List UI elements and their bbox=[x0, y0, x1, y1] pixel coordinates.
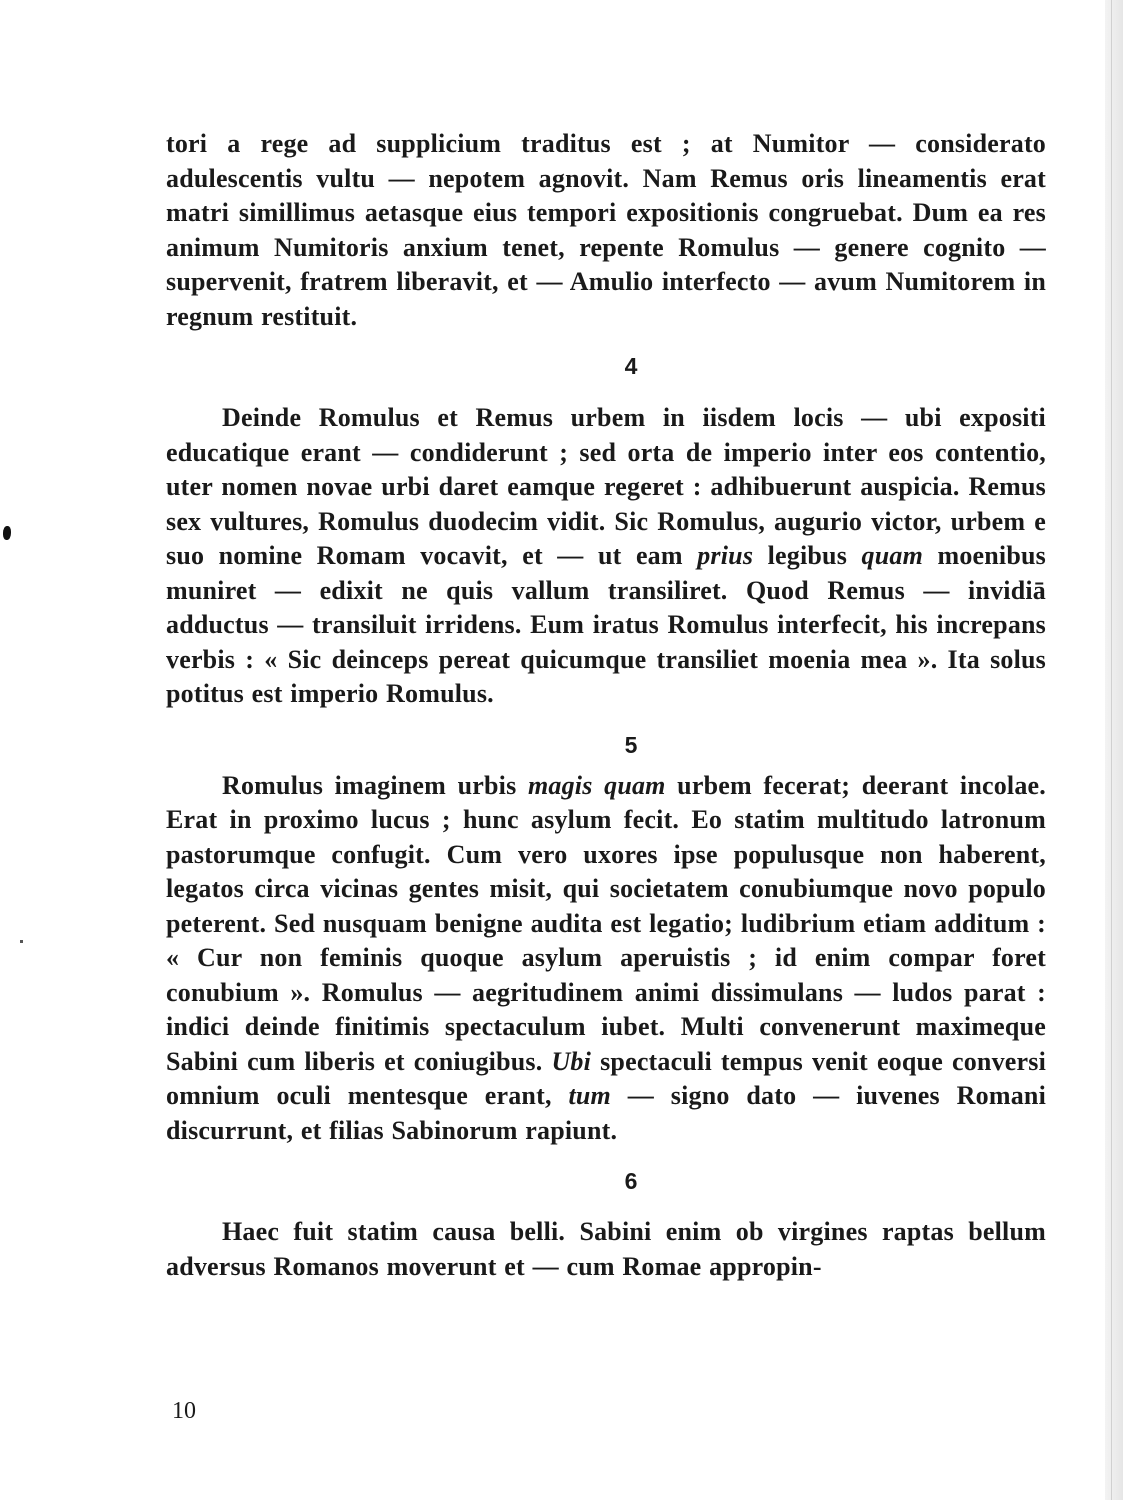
italic-word: quam bbox=[861, 541, 923, 570]
text-run: Romulus imaginem urbis bbox=[222, 770, 528, 800]
paragraph-continuation: tori a rege ad supplicium traditus est ; at Numitor — considerato adulescentis vultu — nepotem agnovit. Nam Remus oris lineamentis erat matri simillimus aetasque eius tempori expositionis congruebat. Dum ea res animum Numitoris anxium tenet, repente Romulus — genere cognito — supervenit, fratrem liberavit, et — Amulio interfecto — avum Numitorem in regnum restituit. bbox=[166, 129, 1046, 331]
main-text bbox=[166, 127, 1046, 1284]
paragraph-section-6: Haec fuit statim causa belli. Sabini enim ob virgines raptas bellum adversus Romanos moverunt et — cum Romae appropin- bbox=[166, 1217, 1046, 1281]
text-run: urbem fecerat; deerant incolae. Erat in proximo lucus ; hunc asylum fecit. Eo statim multitudo latronum pastorumque confugit. Cum vero uxores ipse populusque non haberent, legatos circa vicinas gentes misit, qui societatem conubiumque novo populo peterent. Sed nusquam benigne audita est legatio; ludibrium etiam additum : « Cur non feminis quoque asylum aperuistis ; id enim compar foret conubium ». Romulus — aegritudinem animi dissimulans — ludos parat : indici deinde finitimis spectaculum iubet. Multi convenerunt maximeque Sabini cum liberis et coniugibus. bbox=[166, 770, 1046, 1076]
page-number: 10 bbox=[172, 1398, 196, 1424]
section-number-4: 4 bbox=[624, 353, 638, 379]
margin-ink-mark bbox=[3, 526, 11, 540]
italic-word: Ubi bbox=[551, 1046, 592, 1076]
text-run: legibus bbox=[753, 541, 862, 570]
paragraph-section-5 bbox=[166, 769, 1046, 1149]
paragraph-section-4 bbox=[166, 401, 1046, 712]
text-run: — signo dato — iuvenes Romani discurrunt, et filias Sabinorum rapiunt. bbox=[166, 1081, 1046, 1145]
text-run: moenibus muniret — edixit ne quis vallum transiliret. Quod Remus — invidiā adductus — transiluit irridens. Eum iratus Romulus interfecit, his increpans verbis : « Sic deinceps pereat quicumque transiliet moenia mea ». Ita solus potitus est imperio Romulus. bbox=[166, 541, 1046, 708]
page-edge-shadow bbox=[1105, 0, 1123, 1500]
section-number-6: 6 bbox=[624, 1168, 638, 1194]
text-run: spectaculi tempus venit eoque conversi omnium oculi mentesque erant, bbox=[166, 1046, 1047, 1110]
italic-word: tum bbox=[568, 1081, 611, 1110]
italic-word: magis quam bbox=[527, 770, 666, 800]
margin-speck bbox=[20, 940, 23, 943]
text-run: Deinde Romulus et Remus urbem in iisdem locis — ubi expositi educatique erant — condiderunt ; sed orta de imperio inter eos contentio, uter nomen novae urbi daret eamque regeret : adhibuerunt auspicia. Remus sex vultures, Romulus duodecim vidit. Sic Romulus, augurio victor, urbem e suo nomine Romam vocavit, et — ut eam bbox=[166, 403, 1046, 570]
section-number-5: 5 bbox=[624, 731, 638, 758]
italic-word: prius bbox=[697, 541, 754, 570]
